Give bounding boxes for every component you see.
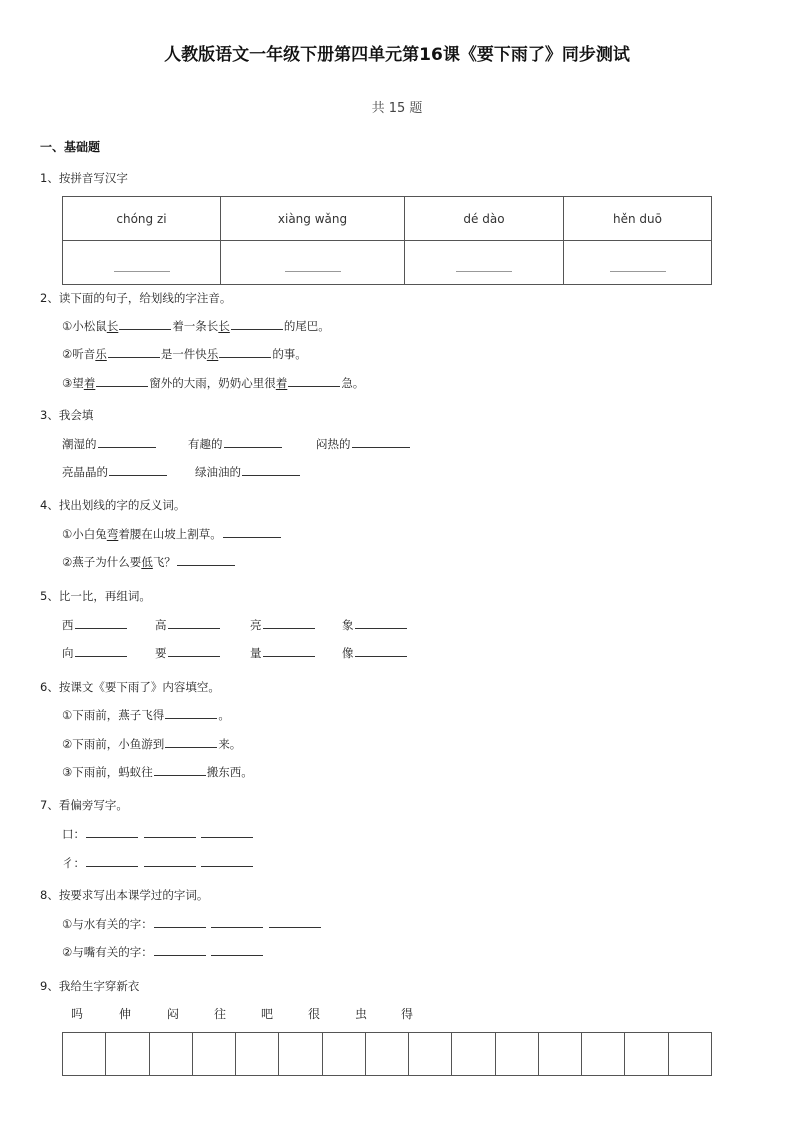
question-4-prompt: 4、找出划线的字的反义词。 bbox=[40, 498, 186, 512]
grid-cell[interactable] bbox=[63, 1033, 106, 1075]
q6-line-2: ②下雨前，小鱼游到 来。 bbox=[62, 737, 242, 751]
grid-cell[interactable] bbox=[625, 1033, 668, 1075]
q7-line-2: 彳： bbox=[62, 855, 254, 871]
answer-blank[interactable] bbox=[231, 318, 283, 330]
question-8-prompt: 8、按要求写出本课学过的字词。 bbox=[40, 888, 209, 902]
answer-cell[interactable] bbox=[221, 241, 405, 285]
character: 虫 bbox=[354, 1007, 367, 1021]
question-9-prompt: 9、我给生字穿新衣 bbox=[40, 979, 140, 993]
q2-line-2: ②听音乐 是一件快乐 的事。 bbox=[62, 347, 307, 361]
pinyin-cell: xiàng wǎng bbox=[221, 197, 405, 241]
q3-item: 潮湿的 bbox=[62, 436, 157, 452]
q3-item: 闷热的 bbox=[316, 436, 411, 452]
q8-line-2: ②与嘴有关的字： bbox=[62, 944, 264, 960]
grid-cell[interactable] bbox=[669, 1033, 711, 1075]
answer-cell[interactable] bbox=[63, 241, 221, 285]
pinyin-table bbox=[62, 196, 712, 285]
answer-blank[interactable] bbox=[96, 375, 148, 387]
q6-line-3: ③下雨前，蚂蚁往 搬东西。 bbox=[62, 765, 253, 779]
grid-cell[interactable] bbox=[582, 1033, 625, 1075]
answer-cell[interactable] bbox=[564, 241, 712, 285]
question-7-prompt: 7、看偏旁写字。 bbox=[40, 798, 128, 812]
grid-cell[interactable] bbox=[150, 1033, 193, 1075]
answer-cell[interactable] bbox=[405, 241, 564, 285]
grid-cell[interactable] bbox=[323, 1033, 366, 1075]
pinyin-cell: chóng zi bbox=[63, 197, 221, 241]
question-1-prompt: 1、按拼音写汉字 bbox=[40, 171, 128, 185]
grid-cell[interactable] bbox=[193, 1033, 236, 1075]
pinyin-cell: dé dào bbox=[405, 197, 564, 241]
grid-cell[interactable] bbox=[236, 1033, 279, 1075]
q4-line-2: ②燕子为什么要低飞？ bbox=[62, 554, 236, 570]
q3-item: 绿油油的 bbox=[195, 464, 301, 480]
answer-blank[interactable] bbox=[108, 346, 160, 358]
writing-grid bbox=[62, 1032, 712, 1076]
question-count: 共 15 题 bbox=[371, 101, 423, 116]
question-3-prompt: 3、我会填 bbox=[40, 408, 94, 422]
pinyin-cell: hěn duō bbox=[564, 197, 712, 241]
character: 闷 bbox=[166, 1007, 179, 1021]
q7-line-1: 口： bbox=[62, 826, 254, 842]
question-5-prompt: 5、比一比，再组词。 bbox=[40, 589, 151, 603]
answer-blank[interactable] bbox=[288, 375, 340, 387]
answer-blank[interactable] bbox=[177, 554, 235, 566]
grid-cell[interactable] bbox=[106, 1033, 149, 1075]
question-2-prompt: 2、读下面的句子，给划线的字注音。 bbox=[40, 291, 232, 305]
answer-blank[interactable] bbox=[119, 318, 171, 330]
grid-cell[interactable] bbox=[452, 1033, 495, 1075]
character: 往 bbox=[213, 1007, 226, 1021]
character: 吧 bbox=[260, 1007, 273, 1021]
question-6-prompt: 6、按课文《要下雨了》内容填空。 bbox=[40, 680, 220, 694]
grid-cell[interactable] bbox=[409, 1033, 452, 1075]
answer-blank[interactable] bbox=[219, 346, 271, 358]
grid-cell[interactable] bbox=[279, 1033, 322, 1075]
character: 得 bbox=[400, 1007, 413, 1021]
q2-line-3: ③望着 窗外的大雨，奶奶心里很着 急。 bbox=[62, 376, 365, 390]
grid-cell[interactable] bbox=[496, 1033, 539, 1075]
character: 吗 bbox=[70, 1007, 83, 1021]
answer-blank[interactable] bbox=[223, 526, 281, 538]
q6-line-1: ①下雨前，燕子飞得 。 bbox=[62, 708, 230, 722]
character: 很 bbox=[307, 1007, 320, 1021]
section-heading: 一、基础题 bbox=[40, 140, 101, 154]
q8-line-1: ①与水有关的字： bbox=[62, 916, 322, 932]
q2-line-1: ①小松鼠长 着一条长长 的尾巴。 bbox=[62, 319, 330, 333]
q3-item: 有趣的 bbox=[188, 436, 283, 452]
grid-cell[interactable] bbox=[366, 1033, 409, 1075]
q3-item: 亮晶晶的 bbox=[62, 464, 168, 480]
page-title: 人教版语文一年级下册第四单元第16课《要下雨了》同步测试 bbox=[164, 45, 630, 65]
grid-cell[interactable] bbox=[539, 1033, 582, 1075]
character: 伸 bbox=[118, 1007, 131, 1021]
q4-line-1: ①小白兔弯着腰在山坡上割草。 bbox=[62, 526, 282, 542]
